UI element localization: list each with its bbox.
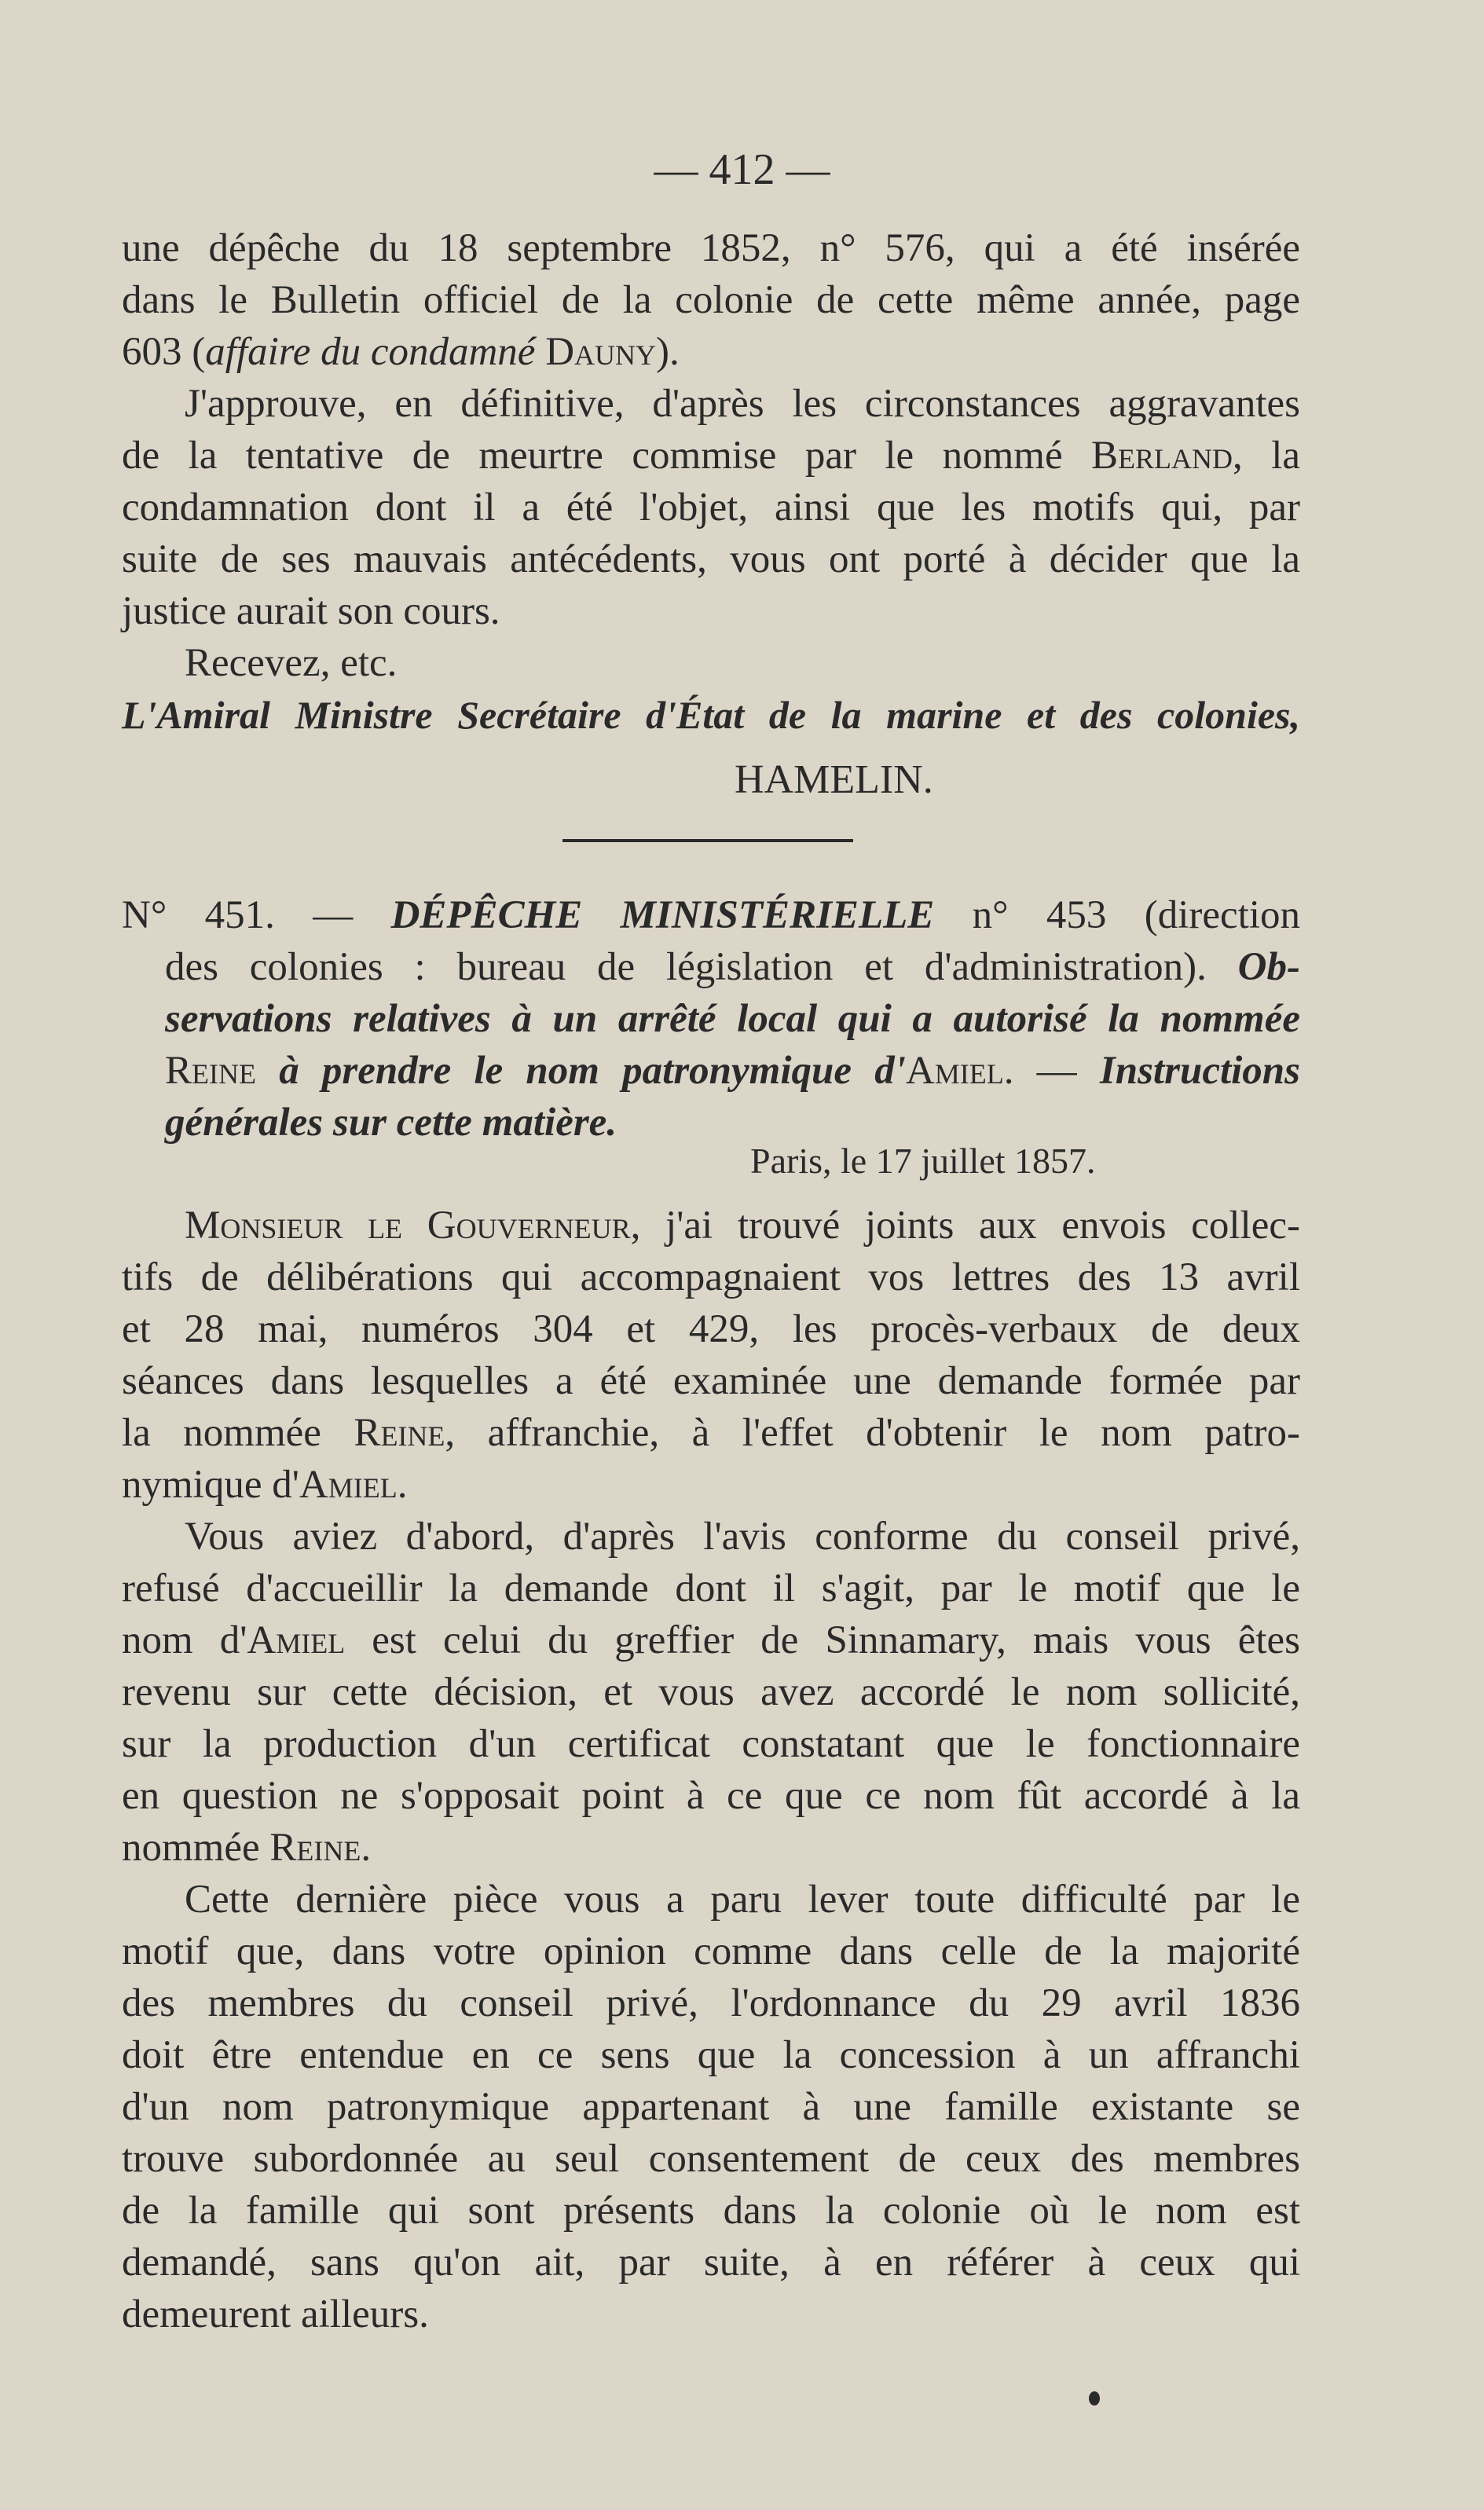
entry-header: N° 451. — DÉPÊCHE MINISTÉRIELLE n° 453 (direction (122, 893, 1301, 937)
text-line: d'un nom patronymique appartenant à une famille existante se (122, 2085, 1300, 2129)
signature-name: HAMELIN. (735, 757, 933, 802)
text-line: de la famille qui sont présents dans la colonie où le nom est (122, 2189, 1300, 2233)
page-number: — 412 — (654, 145, 830, 194)
text-line: 603 (affaire du condamné Dauny). (122, 330, 680, 374)
text-line: doit être entendue en ce sens que la concession à un affranchi (122, 2033, 1300, 2077)
text-line: justice aurait son cours. (122, 589, 500, 633)
text-line: des membres du conseil privé, l'ordonnance du 29 avril 1836 (122, 1981, 1300, 2025)
text-line: demandé, sans qu'on ait, par suite, à en référer à ceux qui (122, 2241, 1300, 2285)
dateline: Paris, le 17 juillet 1857. (750, 1141, 1096, 1181)
entry-subject: Reine à prendre le nom patronymique d'Amiel. — Instructions (165, 1049, 1300, 1093)
text-line: trouve subordonnée au seul consentement de ceux des membres (122, 2137, 1300, 2181)
text-line: J'approuve, en définitive, d'après les circonstances aggravantes (185, 382, 1300, 426)
entry-header: des colonies : bureau de législation et d'administration). Ob- (165, 945, 1300, 989)
text-line: Monsieur le Gouverneur, j'ai trouvé joints aux envois collec- (185, 1204, 1300, 1248)
text-line: dans le Bulletin officiel de la colonie de cette même année, page (122, 278, 1300, 322)
text-line: séances dans lesquelles a été examinée une demande formée par (122, 1359, 1300, 1403)
entry-subject: servations relatives à un arrêté local qui a autorisé la nommée (165, 997, 1300, 1041)
text-line: refusé d'accueillir la demande dont il s'agit, par le motif que le (122, 1566, 1300, 1610)
signature-title: L'Amiral Ministre Secrétaire d'État de la marine et des colonies, (122, 693, 1300, 737)
text-line: condamnation dont il a été l'objet, ainsi que les motifs qui, par (122, 486, 1300, 529)
text-line: Cette dernière pièce vous a paru lever toute difficulté par le (185, 1878, 1300, 1922)
text-line: de la tentative de meurtre commise par le nommé Berland, la (122, 434, 1301, 478)
text-line: en question ne s'opposait point à ce que ce nom fût accordé à la (122, 1774, 1300, 1818)
text-line: nymique d'Amiel. (122, 1463, 408, 1507)
closing-formula: Recevez, etc. (185, 641, 398, 685)
text-line: demeurent ailleurs. (122, 2292, 429, 2336)
text-line: nommée Reine. (122, 1826, 372, 1870)
text-line: motif que, dans votre opinion comme dans celle de la majorité (122, 1929, 1300, 1973)
text-line: tifs de délibérations qui accompagnaient vos lettres des 13 avril (122, 1255, 1300, 1299)
section-divider (562, 839, 853, 842)
text-line: la nommée Reine, affranchie, à l'effet d'obtenir le nom patro- (122, 1411, 1301, 1455)
entry-subject: générales sur cette matière. (165, 1101, 617, 1145)
text-line: suite de ses mauvais antécédents, vous ont porté à décider que la (122, 537, 1300, 581)
text-line: revenu sur cette décision, et vous avez accordé le nom sollicité, (122, 1670, 1300, 1714)
text-line: nom d'Amiel est celui du greffier de Sinnamary, mais vous êtes (122, 1618, 1300, 1662)
text-line: sur la production d'un certificat constatant que le fonctionnaire (122, 1722, 1300, 1766)
ink-speck (1089, 2391, 1100, 2406)
text-line: Vous aviez d'abord, d'après l'avis conforme du conseil privé, (185, 1515, 1300, 1559)
text-line: et 28 mai, numéros 304 et 429, les procès-verbaux de deux (122, 1307, 1300, 1351)
text-line: une dépêche du 18 septembre 1852, n° 576, qui a été insérée (122, 226, 1300, 270)
